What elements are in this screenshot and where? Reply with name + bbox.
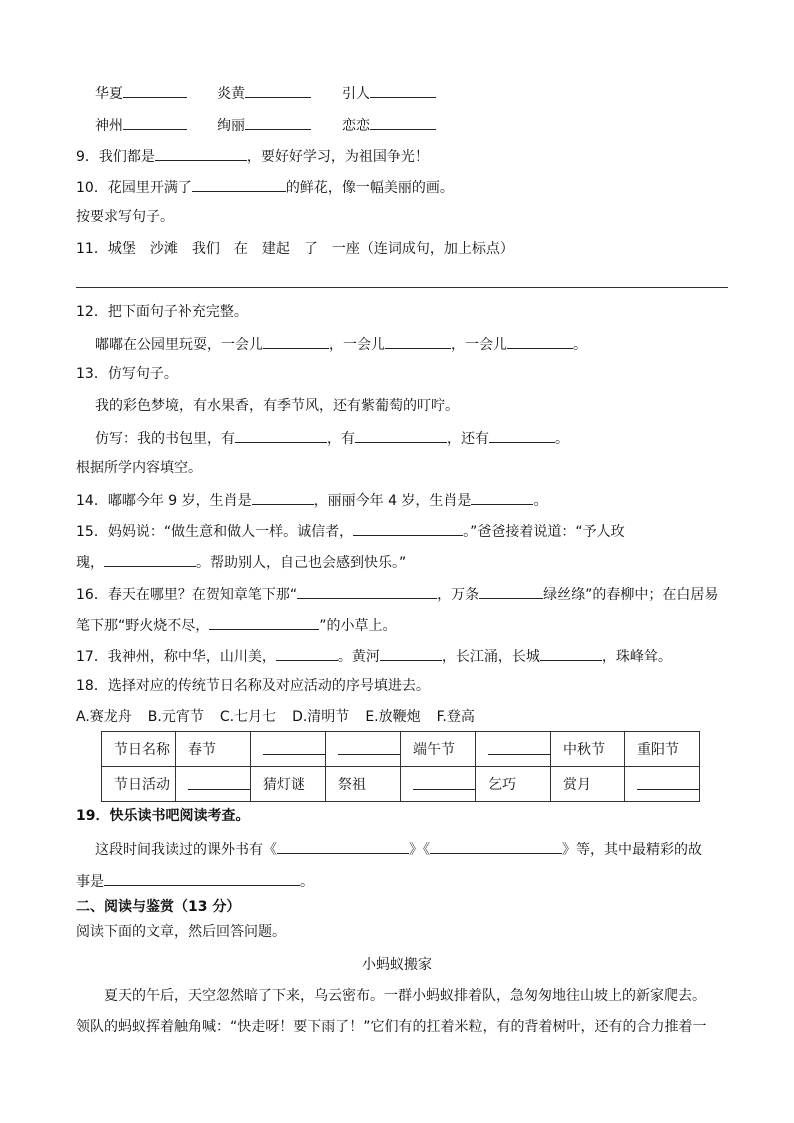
question-text: ，万条 (437, 587, 480, 603)
question-text: 仿写：我的书包里，有 (95, 431, 235, 447)
table-row (102, 732, 700, 767)
question-text: 》《 (409, 842, 430, 858)
answer-blank[interactable] (385, 333, 451, 349)
word-label: 神州 (95, 118, 123, 134)
answer-blank[interactable] (370, 82, 436, 98)
option-c: C.七月七 (219, 709, 277, 725)
festival-table (101, 731, 700, 802)
question-15-line-2 (76, 551, 406, 571)
word-fill-row-2 (95, 114, 436, 134)
option-f: F.登高 (436, 709, 475, 725)
question-17 (76, 645, 672, 665)
question-13-body (95, 427, 569, 447)
question-text: 14．嘟嘟今年 9 岁，生肖是 (76, 493, 252, 509)
question-text: 。帮助别人，自己也会感到快乐。” (196, 555, 407, 571)
table-row (102, 767, 700, 802)
table-cell: 乞巧 (476, 767, 551, 802)
question-text: ，珠峰耸。 (601, 649, 672, 665)
answer-blank[interactable] (104, 870, 300, 886)
question-text: 16．春天在哪里？在贺知章笔下那“ (76, 587, 298, 603)
question-19-title: 19．快乐读书吧阅读考查。 (76, 808, 250, 824)
table-cell: 猜灯谜 (251, 767, 326, 802)
answer-blank[interactable] (155, 145, 247, 161)
question-text: 。 (573, 337, 587, 353)
answer-blank[interactable] (297, 583, 437, 599)
answer-blank[interactable] (123, 82, 187, 98)
question-text: ，还有 (447, 431, 489, 447)
table-cell: 赏月 (551, 767, 625, 802)
question-text: 9．我们都是 (76, 149, 155, 165)
question-text: ，要好好学习，为祖国争光！ (246, 149, 429, 165)
answer-blank[interactable] (489, 427, 555, 443)
question-16-line-2 (76, 614, 397, 634)
question-18-options (76, 707, 475, 727)
word-fill-row-1 (95, 82, 436, 102)
question-text: 17．我神州，称中华，山川美， (76, 649, 276, 665)
table-header-cell: 节日名称 (102, 732, 176, 767)
question-text: ，有 (327, 431, 355, 447)
question-19-body (95, 838, 702, 858)
table-blank-cell[interactable] (401, 767, 476, 802)
answer-blank[interactable] (263, 333, 329, 349)
passage-paragraph: 领队的蚂蚁挥着触角喊：“快走呀！要下雨了！”它们有的扛着米粒，有的背着树叶，还有的合力推着一 (76, 1019, 707, 1035)
answer-blank[interactable] (338, 739, 400, 755)
answer-blank[interactable] (479, 583, 543, 599)
table-cell: 重阳节 (625, 732, 700, 767)
answer-blank[interactable] (507, 333, 573, 349)
question-10 (76, 176, 454, 196)
answer-blank[interactable] (209, 614, 319, 630)
answer-blank[interactable] (263, 739, 325, 755)
answer-blank[interactable] (471, 489, 533, 505)
question-19-line-2 (76, 870, 314, 890)
answer-blank[interactable] (188, 774, 250, 790)
option-e: E.放鞭炮 (365, 709, 421, 725)
answer-blank[interactable] (355, 427, 447, 443)
table-blank-cell[interactable] (326, 732, 401, 767)
question-text: 事是 (76, 874, 104, 890)
question-text: ，一会儿 (451, 337, 507, 353)
option-d: D.清明节 (292, 709, 350, 725)
answer-blank[interactable] (488, 739, 550, 755)
table-cell: 春节 (176, 732, 251, 767)
question-text: 10．花园里开满了 (76, 180, 192, 196)
answer-blank[interactable] (413, 774, 475, 790)
question-text: 》等，其中最精彩的故 (562, 842, 702, 858)
word-label: 华夏 (95, 86, 123, 102)
answer-blank[interactable] (540, 645, 602, 661)
word-label: 绚丽 (217, 118, 245, 134)
question-text: ”的小草上。 (319, 618, 397, 634)
answer-blank[interactable] (637, 774, 699, 790)
answer-blank[interactable] (245, 82, 311, 98)
option-a: A.赛龙舟 (76, 709, 132, 725)
question-18-title: 18．选择对应的传统节日名称及对应活动的序号填进去。 (76, 678, 430, 694)
section-fill-heading: 根据所学内容填空。 (76, 460, 202, 476)
question-text: ，丽丽今年 4 岁，生肖是 (313, 493, 472, 509)
question-text: 的鲜花，像一幅美丽的画。 (285, 180, 454, 196)
answer-blank[interactable] (370, 114, 436, 130)
option-b: B.元宵节 (147, 709, 204, 725)
section-sentences-heading: 按要求写句子。 (76, 209, 174, 225)
question-text: 。 (533, 493, 548, 509)
section-reading-heading: 二、阅读与鉴赏（13 分） (76, 899, 241, 915)
word-label: 恋恋 (342, 118, 370, 134)
question-text: 。 (300, 874, 314, 890)
question-12-body (95, 333, 587, 353)
answer-blank[interactable] (245, 114, 311, 130)
question-12-title: 12．把下面句子补充完整。 (76, 304, 248, 320)
table-blank-cell[interactable] (251, 732, 326, 767)
question-text: ，长江涌，长城 (441, 649, 540, 665)
answer-blank[interactable] (104, 551, 196, 567)
question-text: 绿丝绦”的春柳中；在白居易 (543, 587, 719, 603)
answer-blank[interactable] (430, 838, 562, 854)
reading-instruction: 阅读下面的文章，然后回答问题。 (76, 924, 286, 940)
answer-blank[interactable] (192, 176, 286, 192)
question-text: 。”爸爸接着说道：“予人玫 (463, 524, 625, 540)
answer-blank[interactable] (380, 645, 442, 661)
answer-blank[interactable] (277, 838, 409, 854)
question-9 (76, 145, 429, 165)
table-blank-cell[interactable] (176, 767, 251, 802)
answer-line[interactable] (76, 287, 728, 288)
table-blank-cell[interactable] (625, 767, 700, 802)
passage-title: 小蚂蚁搬家 (362, 957, 432, 973)
question-text: ，一会儿 (329, 337, 385, 353)
answer-blank[interactable] (235, 427, 327, 443)
question-15 (76, 520, 625, 540)
answer-blank[interactable] (252, 489, 314, 505)
question-text: 。黄河 (337, 649, 380, 665)
question-text: 笔下那“野火烧不尽， (76, 618, 210, 634)
question-13-example: 我的彩色梦境，有水果香，有季节风，还有紫葡萄的叮咛。 (95, 398, 459, 414)
table-blank-cell[interactable] (476, 732, 551, 767)
question-11: 11．城堡 沙滩 我们 在 建起 了 一座（连词成句，加上标点） (76, 241, 514, 257)
answer-blank[interactable] (123, 114, 187, 130)
question-16 (76, 583, 718, 603)
table-cell: 中秋节 (551, 732, 625, 767)
question-text: 这段时间我读过的课外书有《 (95, 842, 277, 858)
question-text: 。 (555, 431, 569, 447)
question-text: 瑰， (76, 555, 104, 571)
question-text: 15．妈妈说：“做生意和做人一样。诚信者， (76, 524, 354, 540)
question-14 (76, 489, 547, 509)
question-13-title: 13．仿写句子。 (76, 366, 178, 382)
table-cell: 祭祖 (326, 767, 401, 802)
word-label: 炎黄 (217, 86, 245, 102)
table-cell: 端午节 (401, 732, 476, 767)
word-label: 引人 (342, 86, 370, 102)
passage-paragraph: 夏天的午后，天空忽然暗了下来，乌云密布。一群小蚂蚁排着队，急匆匆地往山坡上的新家爬去。 (104, 988, 706, 1004)
answer-blank[interactable] (353, 520, 463, 536)
question-text: 嘟嘟在公园里玩耍，一会儿 (95, 337, 263, 353)
table-header-cell: 节日活动 (102, 767, 176, 802)
answer-blank[interactable] (276, 645, 338, 661)
